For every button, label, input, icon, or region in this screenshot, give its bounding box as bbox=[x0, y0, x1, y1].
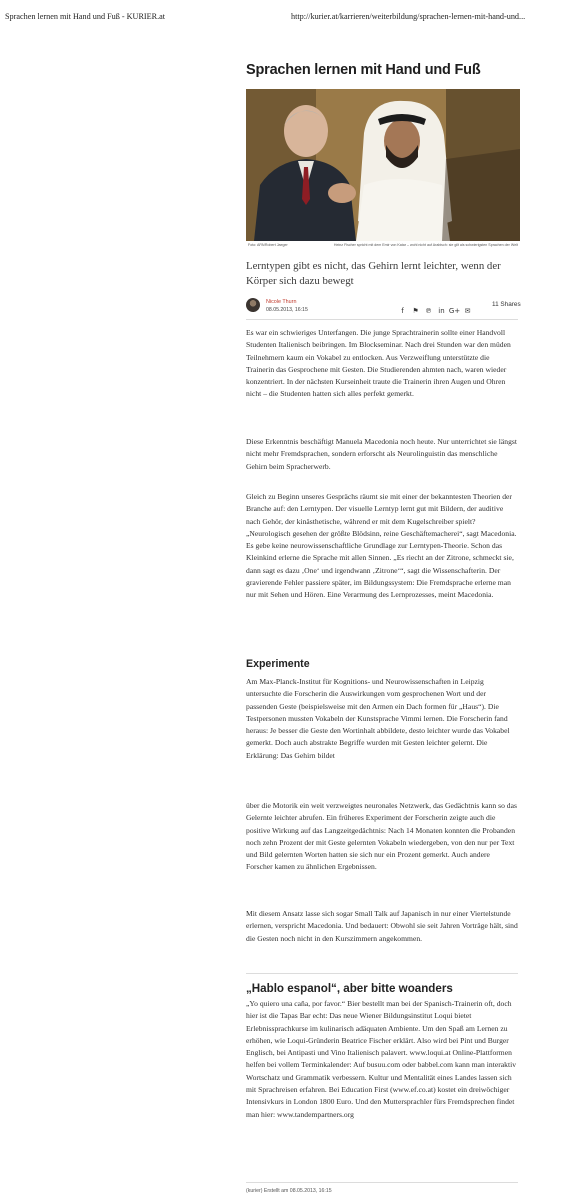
photo-caption-text: Heinz Fischer spricht mit dem Emir von Katar – wohl nicht auf Arabisch: sie gilt als schwierigsten Sprachen der Welt bbox=[333, 243, 518, 247]
author-avatar bbox=[246, 298, 260, 312]
article-footer: (kurier) Erstellt am 08.05.2013, 16:15 bbox=[246, 1188, 332, 1194]
print-header bbox=[0, 0, 585, 24]
paragraph-4: Am Max-Planck-Institut für Kognitions- und Neurowissenschaften in Leipzig untersuchte die Forscherin die Auswirkungen vom gesprochenen Wort und der passenden Geste (beispielsweise mit den Armen ein Dach formen für „Haus“). Die Testpersonen mussten Vokabeln der Kunstsprache Vimmi lernen. Die Forscherin fand heraus: Je besser die Geste den Wortinhalt abbildete, desto leichter wurde das Vokabel gemerkt. Doch auch abstrakte Begriffe wurden mit Gesten leichter gelernt. Die Erklärung: Das Gehirn bildet bbox=[246, 677, 510, 760]
shares-count: 11 Shares bbox=[492, 301, 521, 308]
paragraph-7: „Yo quiero una caña, por favor.“ Bier bestellt man bei der Spanisch-Trainerin oft, doch hier ist die Tapas Bar echt: Das neue Wiener Bildungsinstitut Loqui bietet Erlebnissprachkurse im kulinarisch adäquaten Ambiente. Um den Spaß am Lernen zu erhöhen, wie Loqui-Gründerin Beatrice Fischer erklärt. Also wird bei Pint und Burger Englisch, bei Antipasti und Vino Italienisch palavert. www.loqui.at Online-Plattformen helfen bei vollem Terminkalender: Auf busuu.com oder babbel.com kann man interaktiv Wortschatz und Grammatik verbessern. Kultur und Mentalität eines Landes lassen sich mit Sprachreisen erfahren. Bei Education First (www.ef.co.at) kostet ein dreiwöchiger Intensivkurs in London 1800 Euro. Und den Muttersprachler fürs Fremdsprechen findet man hier: www.tandempartners.org bbox=[246, 999, 517, 1119]
author-row bbox=[246, 297, 521, 323]
print-header-title: Sprachen lernen mit Hand und Fuß - KURIER.at bbox=[5, 12, 166, 21]
article-lead: Lerntypen gibt es nicht, das Gehirn lernt leichter, wenn der Körper sich dazu bewegt bbox=[246, 260, 501, 287]
facebook-icon[interactable]: f bbox=[401, 307, 404, 315]
share-icons bbox=[396, 300, 474, 315]
publish-date: 08.05.2013, 16:15 bbox=[266, 307, 308, 313]
paragraph-1: Es war ein schwieriges Unterfangen. Die junge Sprachtrainerin sollte einer Handvoll Studenten Italienisch beibringen. Im Blockseminar. Nach drei Stunden war den müden Teilnehmern kaum ein Vokabel zu entlocken. Aus Verzweiflung unterstützte die Trainerin das Gesprochene mit Gesten. Die Studierenden ahmten nach, waren wieder konzentriert. In der nächsten Kurseinheit traute die Trainerin ihren Augen und Ohren nicht – die Studenten hatten sich alles perfekt gemerkt. bbox=[246, 328, 511, 399]
divider bbox=[246, 319, 518, 320]
photo-caption bbox=[246, 242, 520, 254]
linkedin-icon[interactable]: in bbox=[438, 307, 445, 315]
twitter-icon[interactable]: ⚑ bbox=[412, 307, 419, 315]
divider-3 bbox=[246, 1182, 518, 1183]
paragraph-3: Gleich zu Beginn unseres Gesprächs räumt sie mit einer der bekanntesten Theorien der Branche auf: den Lerntypen. Der visuelle Lerntyp lernt gut mit Bildern, der auditive nach Gehör, der kinästhetische, während er mit dem Kugelschreiber spielt? „Neurologisch gesehen der größte Blödsinn, reine Geschäftemacherei“, sagt Macedonia. Es gebe keine neurowissenschaftliche Grundlage zur Lerntypen-Theorie. Schon das Kleinkind erlerne die Sprache mit allen Sinnen. „Es riecht an der Zitrone, schmeckt sie, dann sagt es dazu ‚One‘ und irgendwann ‚Zitrone‘“, sagt die Wissenschafterin. Der gravierende Fehler passiere später, im Bildungssystem: Die Fremdsprache erlerne man nur mit Sehen und Hören. Eine Verarmung des Lernprozesses, meint Macedonia. bbox=[246, 492, 517, 600]
print-header-url: http://kurier.at/karrieren/weiterbildung/sprachen-lernen-mit-hand-und... bbox=[291, 12, 526, 21]
paragraph-5: über die Motorik ein weit verzweigtes neuronales Netzwerk, das Gedächtnis kann so das Gelernte leichter abrufen. Ein früheres Experiment der Forscherin zeigte auch die positive Wirkung auf das Langzeitgedächtnis: Nach 14 Monaten konnten die Probanden noch zehn Prozent der mit Geste gelernten Vokabeln wiedergeben, von den nur per Text und Bild gelernten Worten hatten sie sich nur ein Prozent gemerkt. Auch andere Forscher kamen zu ähnlichen Ergebnissen. bbox=[246, 801, 517, 872]
divider-2 bbox=[246, 973, 518, 974]
section-heading-experimente: Experimente bbox=[246, 658, 310, 670]
pinterest-icon[interactable]: ℗ bbox=[425, 307, 432, 315]
article-photo bbox=[246, 89, 520, 241]
article-title: Sprachen lernen mit Hand und Fuß bbox=[246, 62, 481, 78]
photo-illustration bbox=[246, 89, 520, 241]
google-plus-icon[interactable]: G+ bbox=[448, 307, 461, 315]
paragraph-6: Mit diesem Ansatz lasse sich sogar Small Talk auf Japanisch in nur einer Viertelstunde erlernen, verspricht Macedonia. Und bedauert: Obwohl sie seit Jahren Vorträge hält, sind die Gesten noch nicht in den Kurszimmern angekommen. bbox=[246, 909, 518, 943]
photo-credit: Foto: APA/Robert Jaeger bbox=[248, 243, 288, 247]
section-heading-hablo: „Hablo espanol“, aber bitte woanders bbox=[246, 982, 453, 995]
paragraph-2: Diese Erkenntnis beschäftigt Manuela Macedonia noch heute. Nur unterrichtet sie längst nicht mehr Fremdsprachen, sondern erforscht als Neurolinguistin das menschliche Gehirn beim Spracherwerb. bbox=[246, 437, 517, 471]
author-name[interactable]: Nicole Thurn bbox=[266, 299, 297, 305]
mail-icon[interactable]: ✉ bbox=[464, 307, 471, 315]
